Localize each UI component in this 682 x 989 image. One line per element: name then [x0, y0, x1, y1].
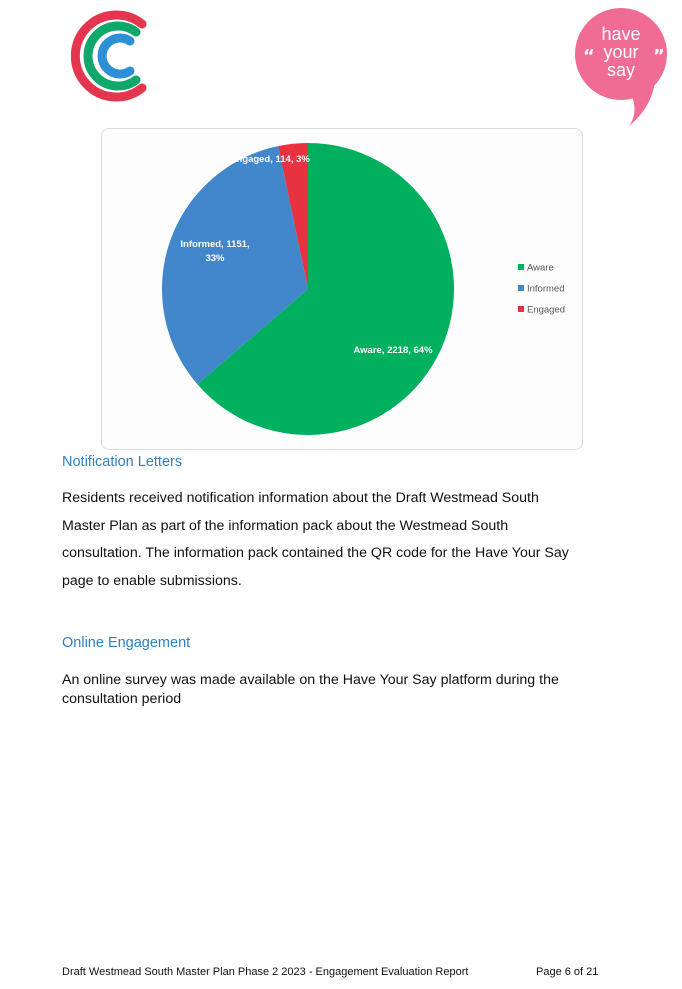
notification-line: Residents received notification information about the Draft Westmead South: [62, 490, 539, 506]
council-logo: [66, 6, 158, 106]
data-label-engaged: Engaged, 114, 3%: [230, 154, 310, 165]
legend-label-aware: Aware: [527, 262, 554, 274]
data-label-aware: Aware, 2218, 64%: [353, 345, 433, 356]
legend-swatch-engaged: [518, 306, 524, 312]
logo-text-your: your: [603, 42, 639, 62]
online-line: An online survey was made available on the Have Your Say platform during the: [62, 672, 559, 688]
legend-swatch-informed: [518, 285, 524, 291]
quote-open-icon: “: [583, 46, 595, 67]
online-engagement-paragraph: [62, 671, 622, 708]
pie-chart-svg: [102, 129, 582, 449]
online-engagement-heading: Online Engagement: [62, 635, 191, 651]
notification-line: Master Plan as part of the information pack about the Westmead South: [62, 517, 509, 534]
notification-line: page to enable submissions.: [62, 572, 242, 589]
online-line: consultation period: [62, 690, 182, 707]
data-label-informed-line1: Informed, 1151,: [180, 239, 250, 250]
legend: [518, 263, 565, 316]
engagement-pie-chart: [101, 128, 583, 450]
have-your-say-logo: [569, 4, 673, 128]
notification-paragraph: [62, 485, 622, 595]
logo-text-have: have: [601, 24, 641, 44]
legend-swatch-aware: [518, 264, 524, 270]
footer-page-number: Page 6 of 21: [536, 966, 599, 978]
legend-label-engaged: Engaged: [527, 304, 566, 316]
data-label-informed-line2: 33%: [205, 253, 225, 264]
quote-close-icon: ”: [653, 46, 665, 67]
legend-label-informed: Informed: [527, 283, 565, 295]
logo-text-say: say: [606, 60, 636, 80]
notification-line: consultation. The information pack contained the QR code for the Have Your Say: [62, 545, 569, 561]
footer-report-title: Draft Westmead South Master Plan Phase 2 2023 - Engagement Evaluation Report: [62, 966, 469, 978]
notification-letters-heading: Notification Letters: [62, 454, 183, 470]
